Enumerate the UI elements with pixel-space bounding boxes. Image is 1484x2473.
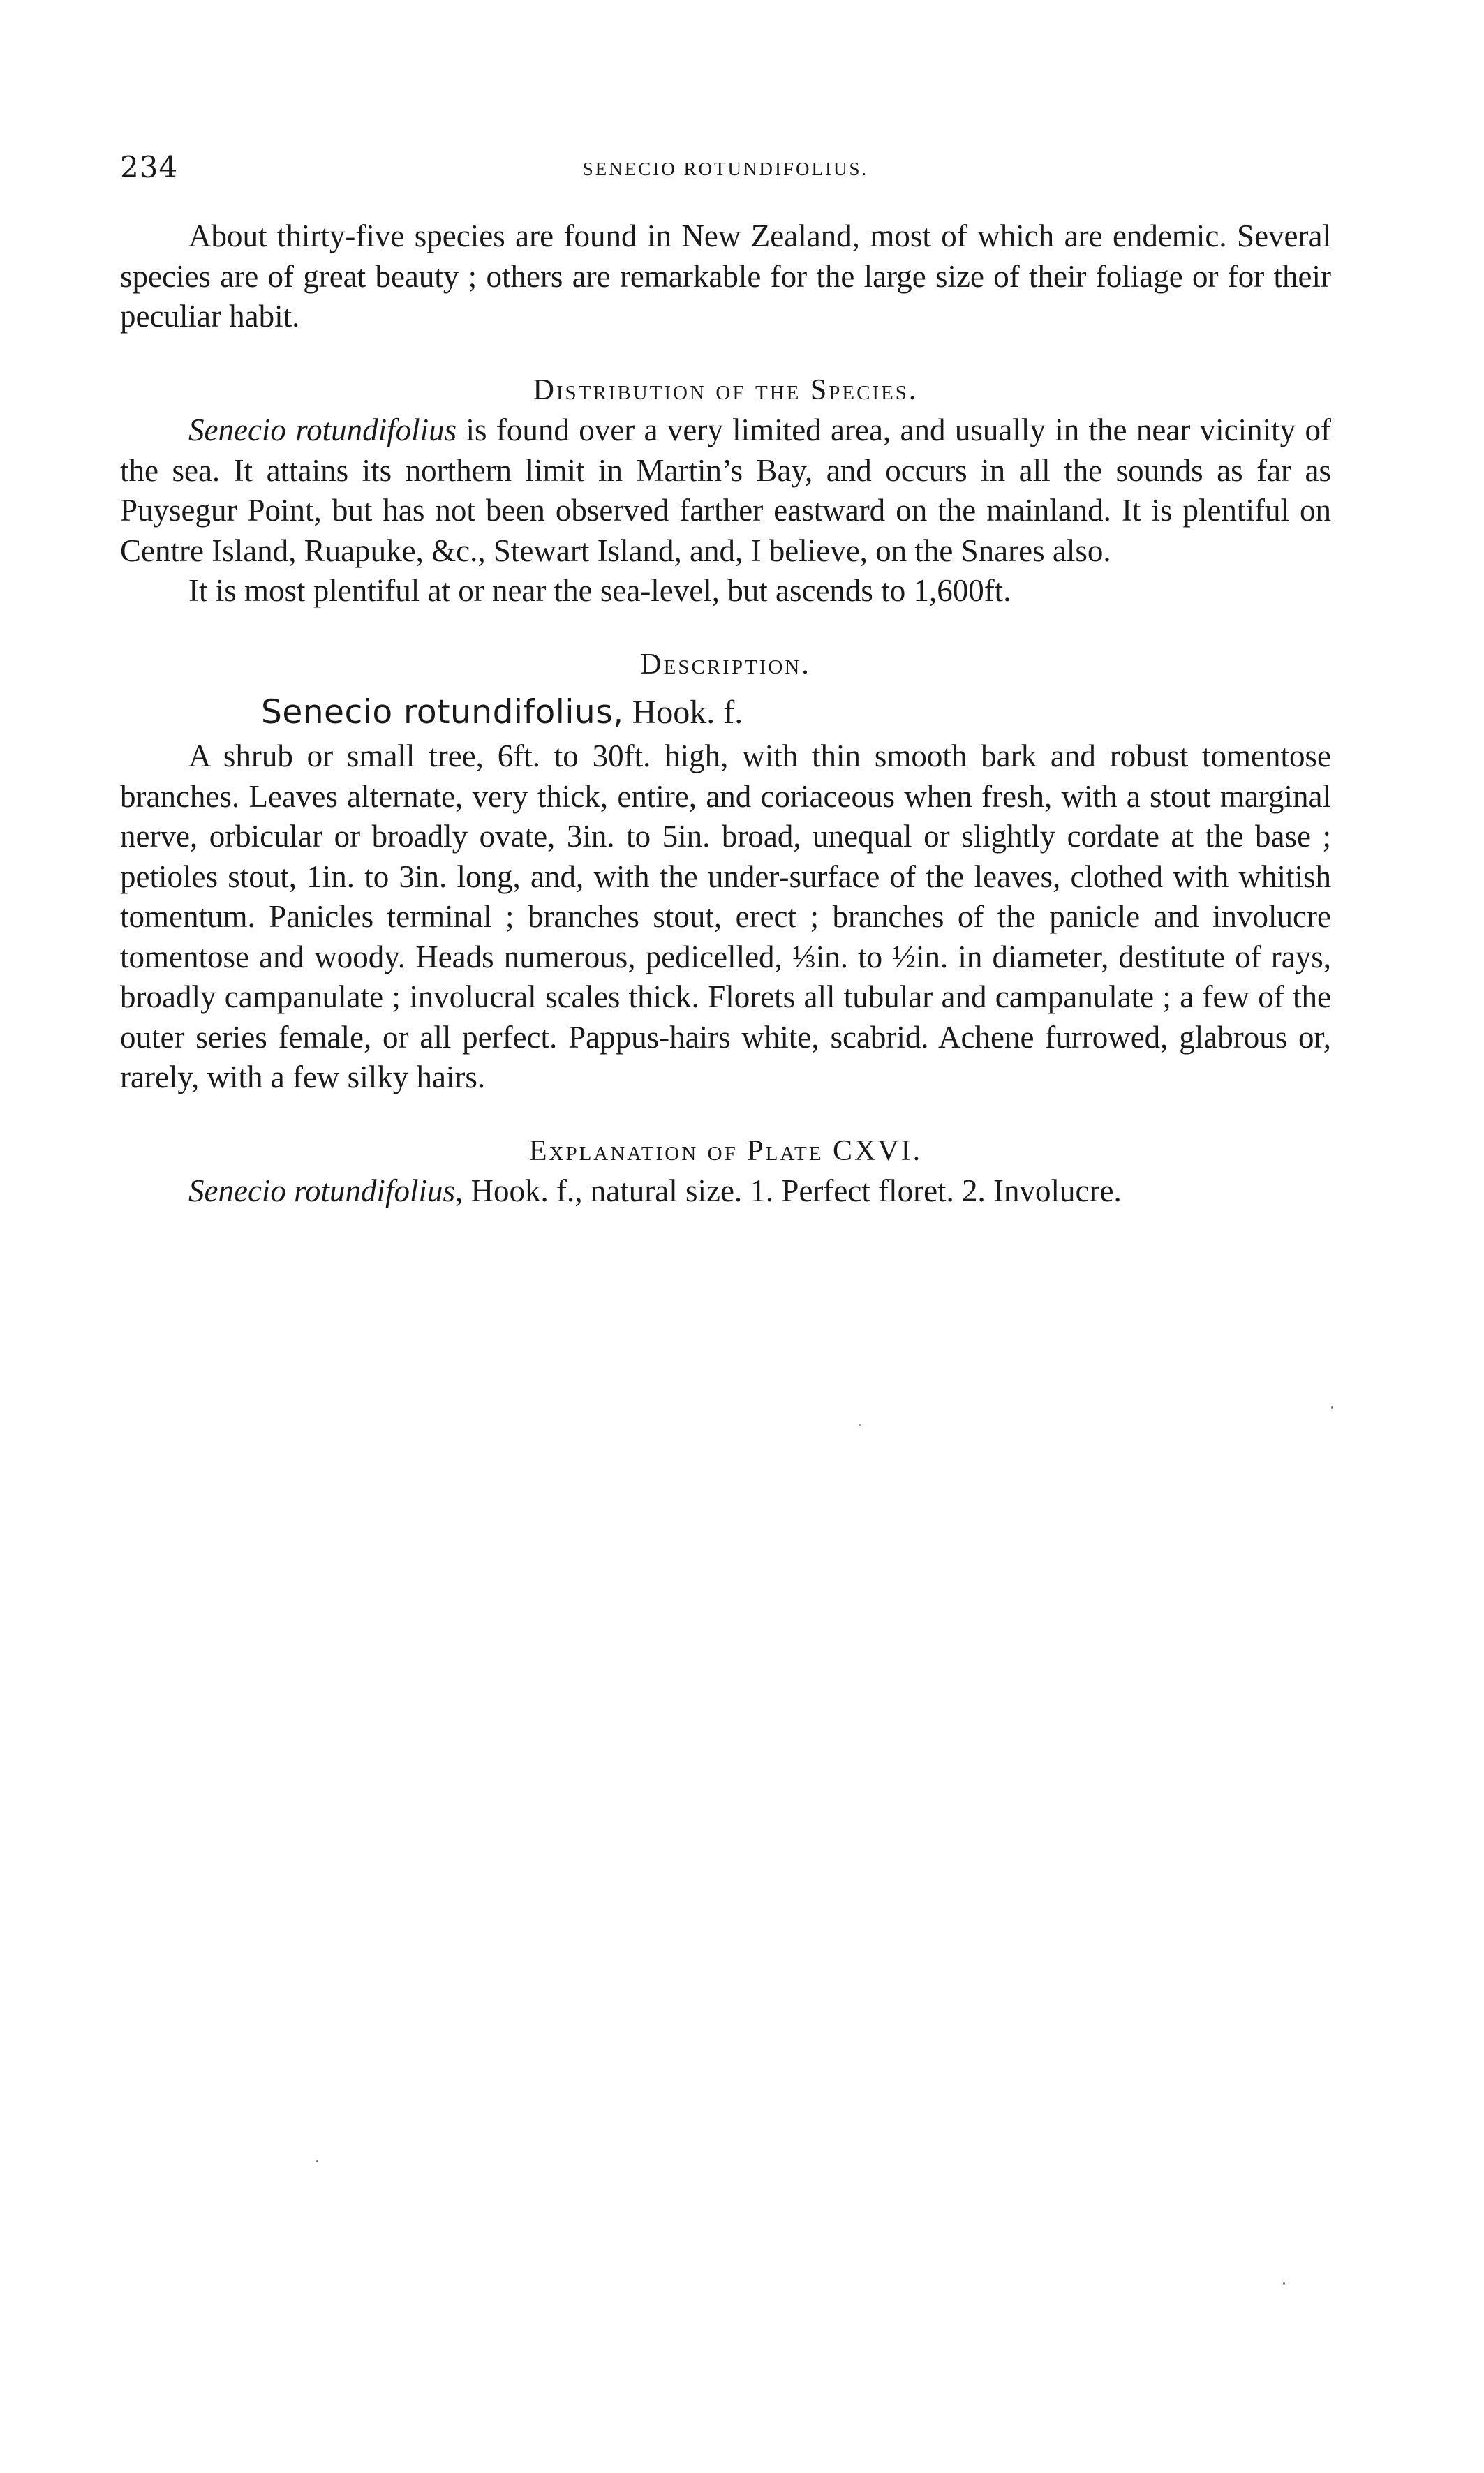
page-number: 234 (120, 150, 179, 184)
species-title (120, 692, 1331, 734)
distribution-text: is found over a very limited area, and usually in the near vicinity of the sea. It attains its northern limit in Martin’s Bay, and occurs in all the sounds as far as Puysegur Point, but has not been observed farther eastward on the mainland. It is plentiful on Centre Island, Ruapuke, &c., Stewart Island, and, I believe, on the Snares also. (120, 413, 1332, 568)
distribution-species-name: Senecio rotundifolius (188, 413, 457, 447)
description-heading: Description. (640, 648, 811, 681)
explanation-text: , Hook. f., natural size. 1. Perfect floret. 2. Involucre. (455, 1173, 1122, 1208)
distribution-heading: Distribution of the Species. (533, 373, 919, 406)
explanation-species-name: Senecio rotundifolius (188, 1173, 456, 1208)
paper-speck (859, 1424, 861, 1426)
distribution-paragraph (120, 410, 1331, 571)
description-paragraph: A shrub or small tree, 6ft. to 30ft. high, with thin smooth bark and robust tomentose branches. Leaves alternate, very thick, entire, and coriaceous when fresh, with a stout marginal nerve, orbicular or broadly ovate, 3in. to 5in. broad, unequal or slightly cordate at the base ; petioles stout, 1in. to 3in. long, and, with the under-surface of the leaves, clothed with whitish tomentum. Panicles terminal ; branches stout, erect ; branches of the panicle and involucre tomentose and woody. Heads numerous, pedicelled, ⅓in. to ½in. in diameter, destitute of rays, broadly campanulate ; involucral scales thick. Florets all tubular and campanulate ; a few of the outer series female, or all perfect. Pappus-hairs white, scabrid. Achene furrowed, glabrous or, rarely, with a few silky hairs. (120, 738, 1331, 1094)
intro-paragraph: About thirty-five species are found in New Zealand, most of which are endemic. Several species are of great beauty ; others are remarkable for the large size of their foliage or for their peculiar habit. (120, 218, 1331, 334)
running-head (120, 150, 1331, 192)
running-title: SENECIO ROTUNDIFOLIUS. (582, 158, 869, 179)
paper-speck (316, 2160, 318, 2162)
document-page (120, 150, 1331, 1212)
explanation-heading: Explanation of Plate CXVI. (528, 1134, 923, 1167)
altitude-paragraph: It is most plentiful at or near the sea-level, but ascends to 1,600ft. (188, 573, 1011, 608)
species-binomial: Senecio rotundifolius, (261, 693, 624, 731)
explanation-paragraph (120, 1171, 1331, 1212)
paper-speck (1331, 1406, 1333, 1409)
species-authority: Hook. f. (623, 694, 743, 731)
paper-speck (1283, 2282, 1285, 2285)
